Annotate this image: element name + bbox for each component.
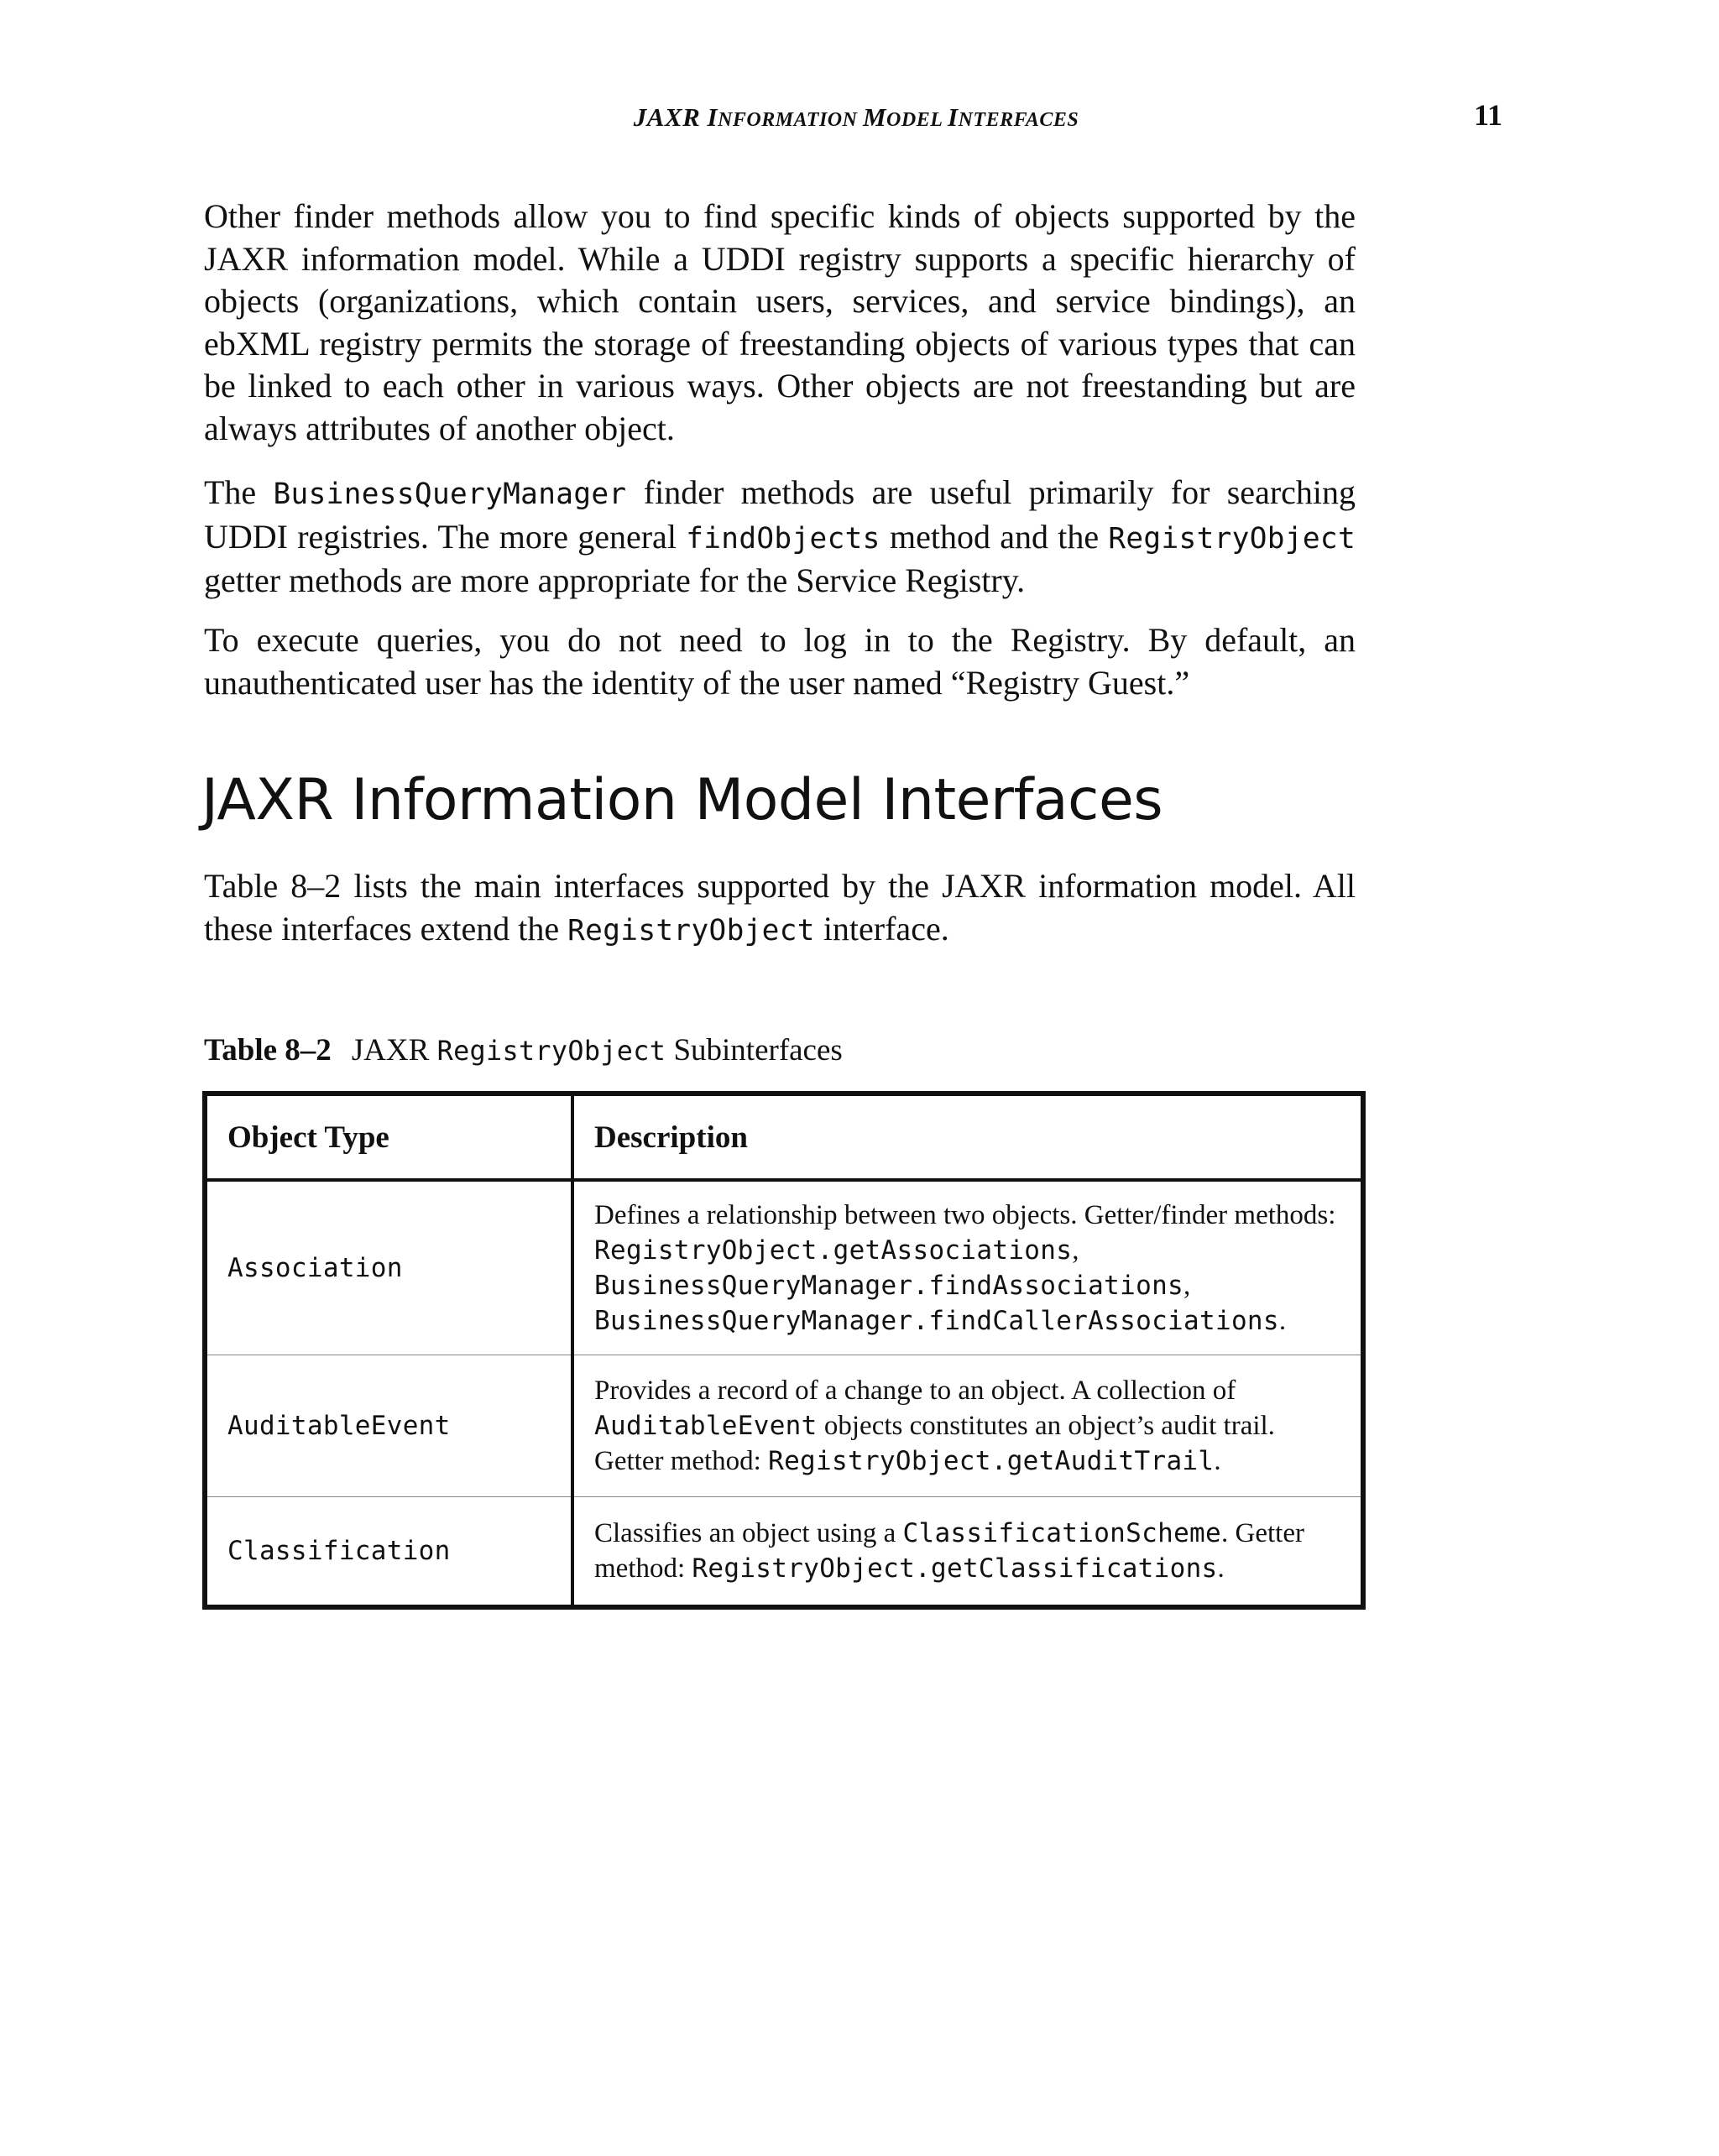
running-head <box>604 102 1108 133</box>
column-header-object-type: Object Type <box>205 1094 572 1180</box>
code-class-name: ClassificationScheme <box>902 1518 1221 1548</box>
code-method: RegistryObject.getAssociations <box>594 1235 1073 1266</box>
running-head-part: ODEL <box>886 109 948 131</box>
paragraph-finder-methods: Other finder methods allow you to find specific kinds of objects supported by the JAXR information model. While a UDDI registry supports a specific hierarchy of objects (organizations, which contain users, services, and service bindings), an ebXML registry permits the storage of freestanding objects of various types that can be linked to each other in various ways. Other objects are not freestanding but are always attributes of another object. <box>204 197 1356 447</box>
table-row <box>205 1180 1363 1355</box>
object-type-name: AuditableEvent <box>227 1411 451 1441</box>
running-head-part: M <box>862 102 887 132</box>
description-cell <box>572 1180 1363 1355</box>
code-method: RegistryObject.getAuditTrail <box>768 1446 1215 1476</box>
text-run: . <box>1278 1306 1287 1336</box>
table-caption <box>204 1032 843 1068</box>
object-type-name: Association <box>227 1253 403 1283</box>
object-type-cell <box>205 1497 572 1608</box>
table-container <box>202 1091 1366 1610</box>
text-run: . <box>1214 1446 1221 1476</box>
text-run: interface. <box>814 909 949 947</box>
text-run: Provides a record of a change to an object. A collection of <box>594 1376 1236 1406</box>
text-run: . Getter method: <box>594 1518 1304 1584</box>
code-class-name: AuditableEvent <box>594 1411 818 1441</box>
column-header-description: Description <box>572 1094 1363 1180</box>
description-cell <box>572 1497 1363 1608</box>
object-type-cell <box>205 1180 572 1355</box>
text-run: method and the <box>880 517 1109 556</box>
text-run: objects constitutes an object’s audit trail. Getter method: <box>594 1411 1275 1476</box>
text-run: , <box>1183 1271 1191 1301</box>
running-head-part: JAXR <box>633 102 708 132</box>
description-cell <box>572 1355 1363 1497</box>
text-run: . <box>1217 1553 1225 1584</box>
running-head-part: NTERFACES <box>958 109 1079 131</box>
object-type-cell <box>205 1355 572 1497</box>
text-run: JAXR <box>351 1033 437 1068</box>
code-registry-object: RegistryObject <box>436 1035 666 1067</box>
table-header-row <box>205 1094 1363 1180</box>
text-run: Table 8–2 lists the main interfaces supported by the JAXR information model. All these interfaces extend the <box>204 867 1356 947</box>
code-method: BusinessQueryManager.findCallerAssociations <box>594 1306 1279 1336</box>
paragraph-execute-queries: To execute queries, you do not need to log in to the Registry. By default, an unauthenticated user has the identity of the user named “Registry Guest.” <box>204 621 1356 702</box>
code-method: RegistryObject.getClassifications <box>692 1553 1218 1584</box>
running-head-part: I <box>707 102 718 132</box>
code-registry-object: RegistryObject <box>1108 521 1356 556</box>
table-row <box>205 1497 1363 1608</box>
table-row <box>205 1355 1363 1497</box>
code-method: BusinessQueryManager.findAssociations <box>594 1271 1184 1301</box>
table-caption-label: Table 8–2 <box>204 1033 332 1068</box>
text-run: Subinterfaces <box>666 1033 843 1068</box>
text-run: Defines a relationship between two objects. Getter/finder methods: <box>594 1200 1336 1230</box>
paragraph-business-query-manager <box>204 472 1356 603</box>
running-head-part: I <box>948 102 959 132</box>
code-find-objects: findObjects <box>686 521 880 556</box>
section-heading: JAXR Information Model Interfaces <box>201 767 1163 833</box>
text-run: getter methods are more appropriate for the Service Registry. <box>204 561 1026 599</box>
subinterfaces-table <box>202 1091 1366 1610</box>
text-run: finder methods are useful primarily for searching UDDI registries. The more general <box>204 473 1356 556</box>
code-business-query-manager: BusinessQueryManager <box>273 478 627 511</box>
object-type-name: Classification <box>227 1536 451 1566</box>
running-head-part: NFORMATION <box>718 109 863 131</box>
text-run: Classifies an object using a <box>594 1518 903 1548</box>
text-run: The <box>204 473 274 511</box>
text-run: , <box>1072 1235 1079 1266</box>
paragraph-table-intro <box>204 865 1356 952</box>
code-registry-object: RegistryObject <box>567 913 815 947</box>
page-number: 11 <box>1473 98 1502 132</box>
